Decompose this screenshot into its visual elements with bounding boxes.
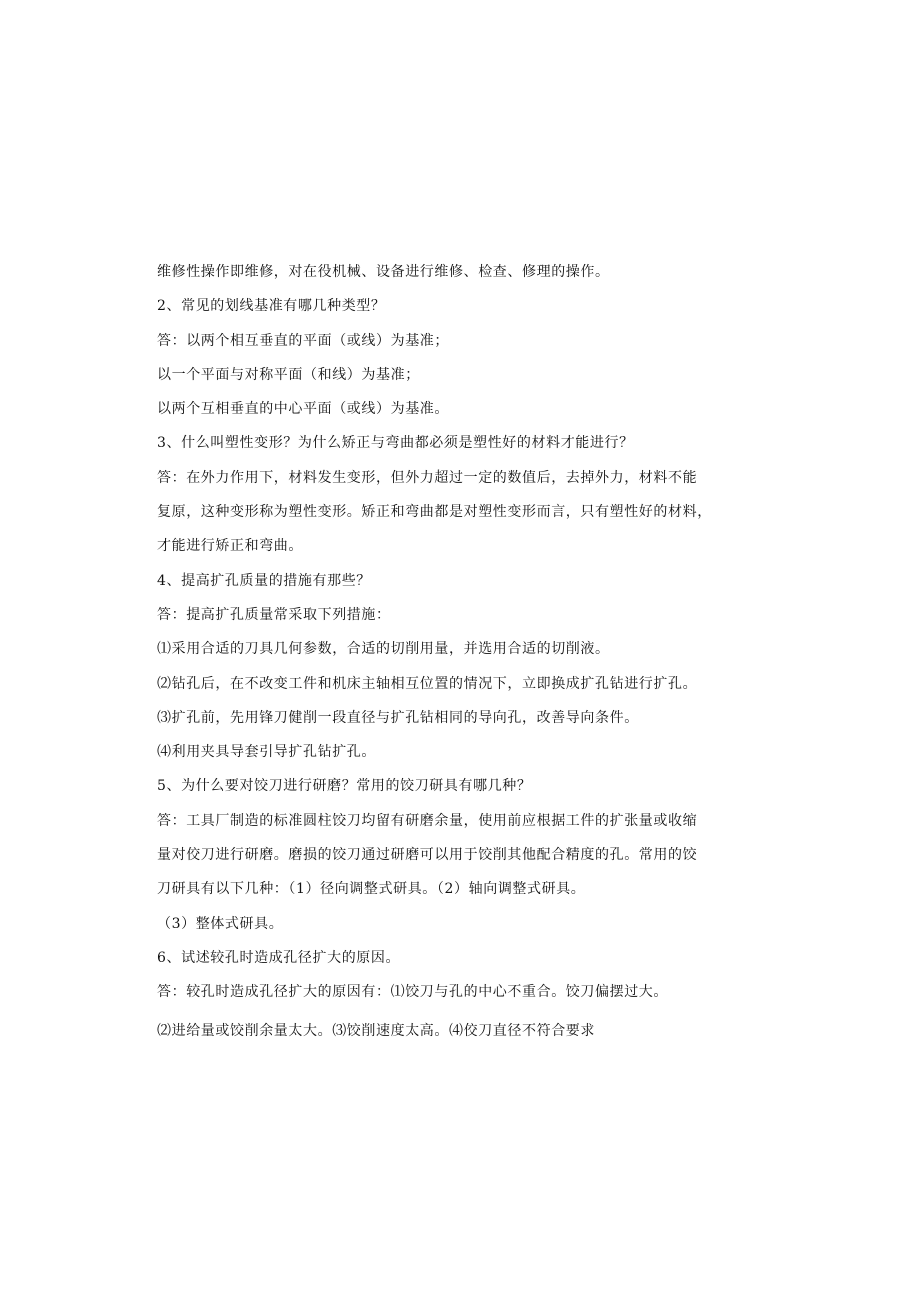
text-line: 维修性操作即维修，对在役机械、设备进行维修、检查、修理的操作。: [157, 264, 610, 280]
text-line: （3）整体式研具。: [157, 915, 284, 932]
text-line: 量对佼刀进行研磨。磨损的饺刀通过研磨可以用于饺削其他配合精度的孔。常用的饺: [157, 847, 698, 864]
answer-line: 答：工具厂制造的标准圆柱饺刀均留有研磨余量，使用前应根据工件的扩张量或收缩: [157, 812, 698, 829]
answer-line: 答：提高扩孔质量常采取下列措施：: [157, 606, 391, 623]
text-line: 复原，这种变形称为塑性变形。矫正和弯曲都是对塑性变形而言，只有塑性好的材料，: [157, 504, 712, 521]
list-item: ⑶扩孔前，先用锋刀健削一段直径与扩孔钻相同的导向孔，改善导向条件。: [157, 709, 639, 726]
document-body: [157, 255, 727, 1048]
text-line: ⑵进给量或饺削余量太大。⑶饺削速度太高。⑷佼刀直径不符合要求: [157, 1022, 595, 1039]
question-heading: 3、什么叫塑性变形？为什么矫正与弯曲都必须是塑性好的材料才能进行？: [157, 435, 634, 452]
answer-line: 答：较孔时造成孔径扩大的原因有：⑴饺刀与孔的中心不重合。饺刀偏摆过大。: [157, 984, 668, 1001]
question-heading: 5、为什么要对饺刀进行研磨？常用的饺刀研具有哪几种？: [157, 778, 532, 795]
list-item: ⑴采用合适的刀具几何参数，合适的切削用量，并选用合适的切削液。: [157, 641, 610, 658]
answer-line: 答：在外力作用下，材料发生变形，但外力超过一定的数值后，去掉外力，材料不能: [157, 469, 698, 486]
text-line: 刀研具有以下几种：（1）径向调整式研具。（2）轴向调整式研具。: [157, 881, 586, 898]
text-line: 以一个平面与对称平面（和线）为基准；: [157, 366, 420, 383]
answer-line: 答：以两个相互垂直的平面（或线）为基准；: [157, 332, 449, 349]
list-item: ⑷利用夹具导套引导扩孔钻扩孔。: [157, 744, 376, 761]
question-heading: 4、提高扩孔质量的措施有那些？: [157, 572, 371, 589]
question-heading: 6、试述较孔时造成孔径扩大的原因。: [157, 949, 401, 966]
text-line: 才能进行矫正和弯曲。: [157, 538, 303, 555]
list-item: ⑵钻孔后，在不改变工件和机床主轴相互位置的情况下，立即换成扩孔钻进行扩孔。: [157, 675, 698, 692]
text-line: 以两个互相垂直的中心平面（或线）为基准。: [157, 401, 449, 418]
question-heading: 2、常见的划线基准有哪几种类型？: [157, 298, 386, 315]
